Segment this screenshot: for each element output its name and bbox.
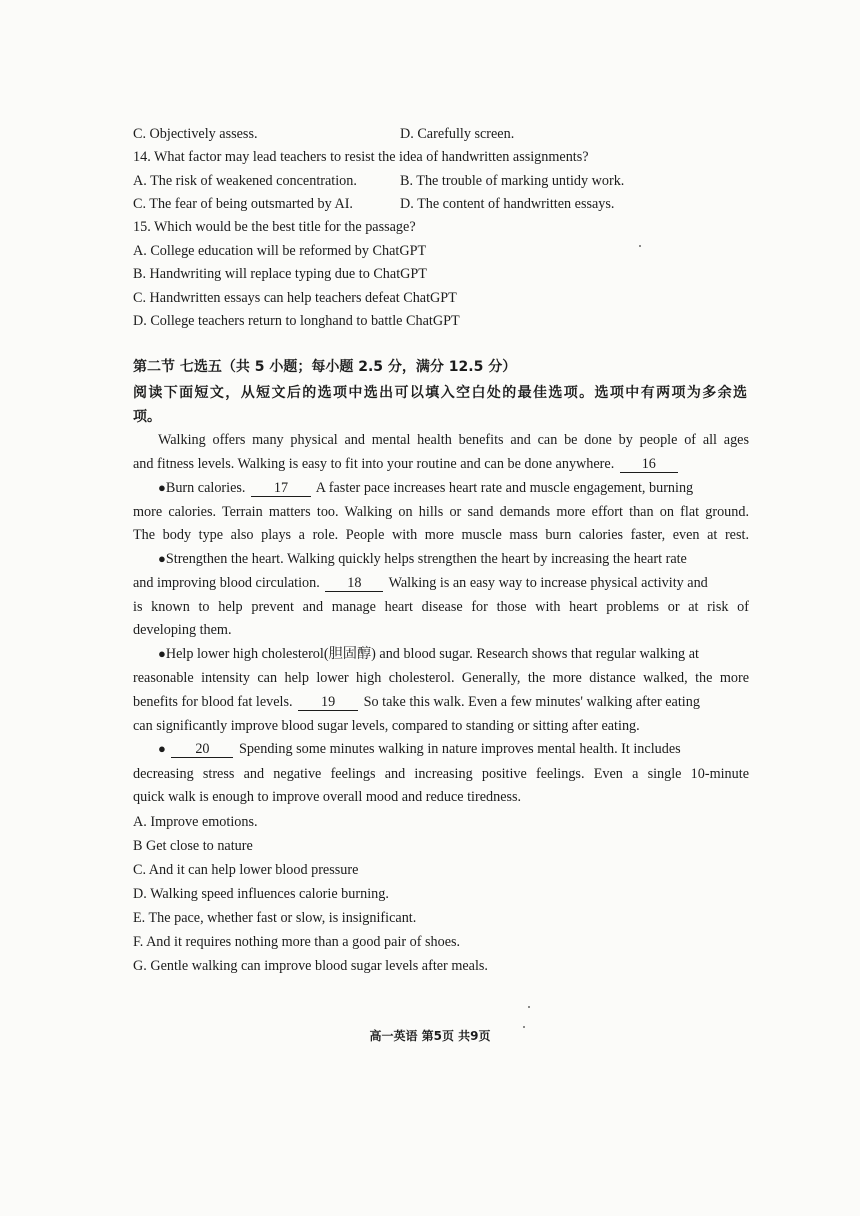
- blank-19: 19: [298, 695, 358, 711]
- q15-option-b: B. Handwriting will replace typing due to ChatGPT: [133, 266, 427, 282]
- passage-line: [158, 549, 687, 569]
- passage-text: benefits for blood fat levels.: [133, 694, 293, 710]
- passage-text: Strengthen the heart. Walking quickly helps strengthen the heart by increasing the heart rate: [165, 551, 687, 567]
- q13-option-d: D. Carefully screen.: [400, 126, 515, 142]
- blank-17: 17: [251, 481, 311, 497]
- section-instruction: 阅读下面短文，从短文后的选项中选出可以填入空白处的最佳选项。选项中有两项为多余选: [133, 385, 747, 401]
- passage-line: [133, 573, 708, 593]
- option-g: G. Gentle walking can improve blood sugar levels after meals.: [133, 958, 488, 974]
- page-footer: 高一英语 第5页 共9页: [369, 1029, 491, 1043]
- passage-line: [158, 478, 693, 498]
- q15-option-a: A. College education will be reformed by ChatGPT: [133, 243, 427, 259]
- q15-stem: 15. Which would be the best title for the passage?: [133, 219, 416, 235]
- passage-line: is known to help prevent and manage heart disease for those with heart problems or at risk of: [133, 599, 749, 615]
- passage-text: Walking is an easy way to increase physical activity and: [388, 575, 708, 591]
- q14-option-b: B. The trouble of marking untidy work.: [400, 173, 625, 189]
- option-d: D. Walking speed influences calorie burning.: [133, 886, 389, 902]
- q14-option-a: A. The risk of weakened concentration.: [133, 173, 357, 189]
- passage-text: and fitness levels. Walking is easy to fit into your routine and can be done anywhere.: [133, 456, 615, 472]
- passage-line: developing them.: [133, 622, 232, 638]
- scan-speck: [639, 245, 641, 247]
- passage-line: can significantly improve blood sugar levels, compared to standing or sitting after eating.: [133, 718, 640, 734]
- passage-line: more calories. Terrain matters too. Walking on hills or sand demands more effort than on flat ground.: [133, 504, 749, 520]
- option-f: F. And it requires nothing more than a good pair of shoes.: [133, 934, 461, 950]
- passage-text: So take this walk. Even a few minutes' walking after eating: [363, 694, 700, 710]
- blank-16: 16: [620, 457, 678, 473]
- passage-line: [158, 644, 699, 664]
- passage-text: A faster pace increases heart rate and muscle engagement, burning: [315, 480, 694, 496]
- q15-option-c: C. Handwritten essays can help teachers defeat ChatGPT: [133, 290, 457, 306]
- blank-20: 20: [171, 742, 233, 758]
- passage-text: Spending some minutes walking in nature improves mental health. It includes: [238, 741, 681, 757]
- bullet-icon: ●: [158, 741, 166, 756]
- passage-line: reasonable intensity can help lower high cholesterol. Generally, the more distance walked, the more: [133, 670, 749, 686]
- section-title: 第二节 七选五（共 5 小题；每小题 2.5 分，满分 12.5 分）: [133, 359, 517, 375]
- q14-option-d: D. The content of handwritten essays.: [400, 196, 615, 212]
- passage-line: [133, 454, 680, 474]
- scan-speck: [528, 1006, 530, 1008]
- section-instruction-cont: 项。: [133, 409, 161, 425]
- q15-option-d: D. College teachers return to longhand to battle ChatGPT: [133, 313, 460, 329]
- passage-line: quick walk is enough to improve overall mood and reduce tiredness.: [133, 789, 522, 805]
- subheading: Burn calories.: [165, 480, 246, 496]
- option-a: A. Improve emotions.: [133, 814, 258, 830]
- option-c: C. And it can help lower blood pressure: [133, 862, 359, 878]
- passage-text: Help lower high cholesterol(胆固醇) and blood sugar. Research shows that regular walking at: [165, 646, 699, 662]
- bullet-icon: ●: [158, 646, 166, 661]
- passage-text: and improving blood circulation.: [133, 575, 320, 591]
- option-b: B Get close to nature: [133, 838, 253, 854]
- passage-line: [133, 692, 700, 712]
- option-e: E. The pace, whether fast or slow, is insignificant.: [133, 910, 417, 926]
- bullet-icon: ●: [158, 480, 166, 495]
- bullet-icon: ●: [158, 551, 166, 566]
- passage-line: decreasing stress and negative feelings and increasing positive feelings. Even a single 10-minute: [133, 766, 749, 782]
- passage-line: [158, 739, 681, 759]
- passage-line: The body type also plays a role. People with more muscle mass burn calories faster, even at rest.: [133, 527, 749, 543]
- passage-line: Walking offers many physical and mental health benefits and can be done by people of all ages: [158, 432, 749, 448]
- q13-option-c: C. Objectively assess.: [133, 126, 258, 142]
- q14-option-c: C. The fear of being outsmarted by AI.: [133, 196, 353, 212]
- blank-18: 18: [325, 576, 383, 592]
- q14-stem: 14. What factor may lead teachers to resist the idea of handwritten assignments?: [133, 149, 589, 165]
